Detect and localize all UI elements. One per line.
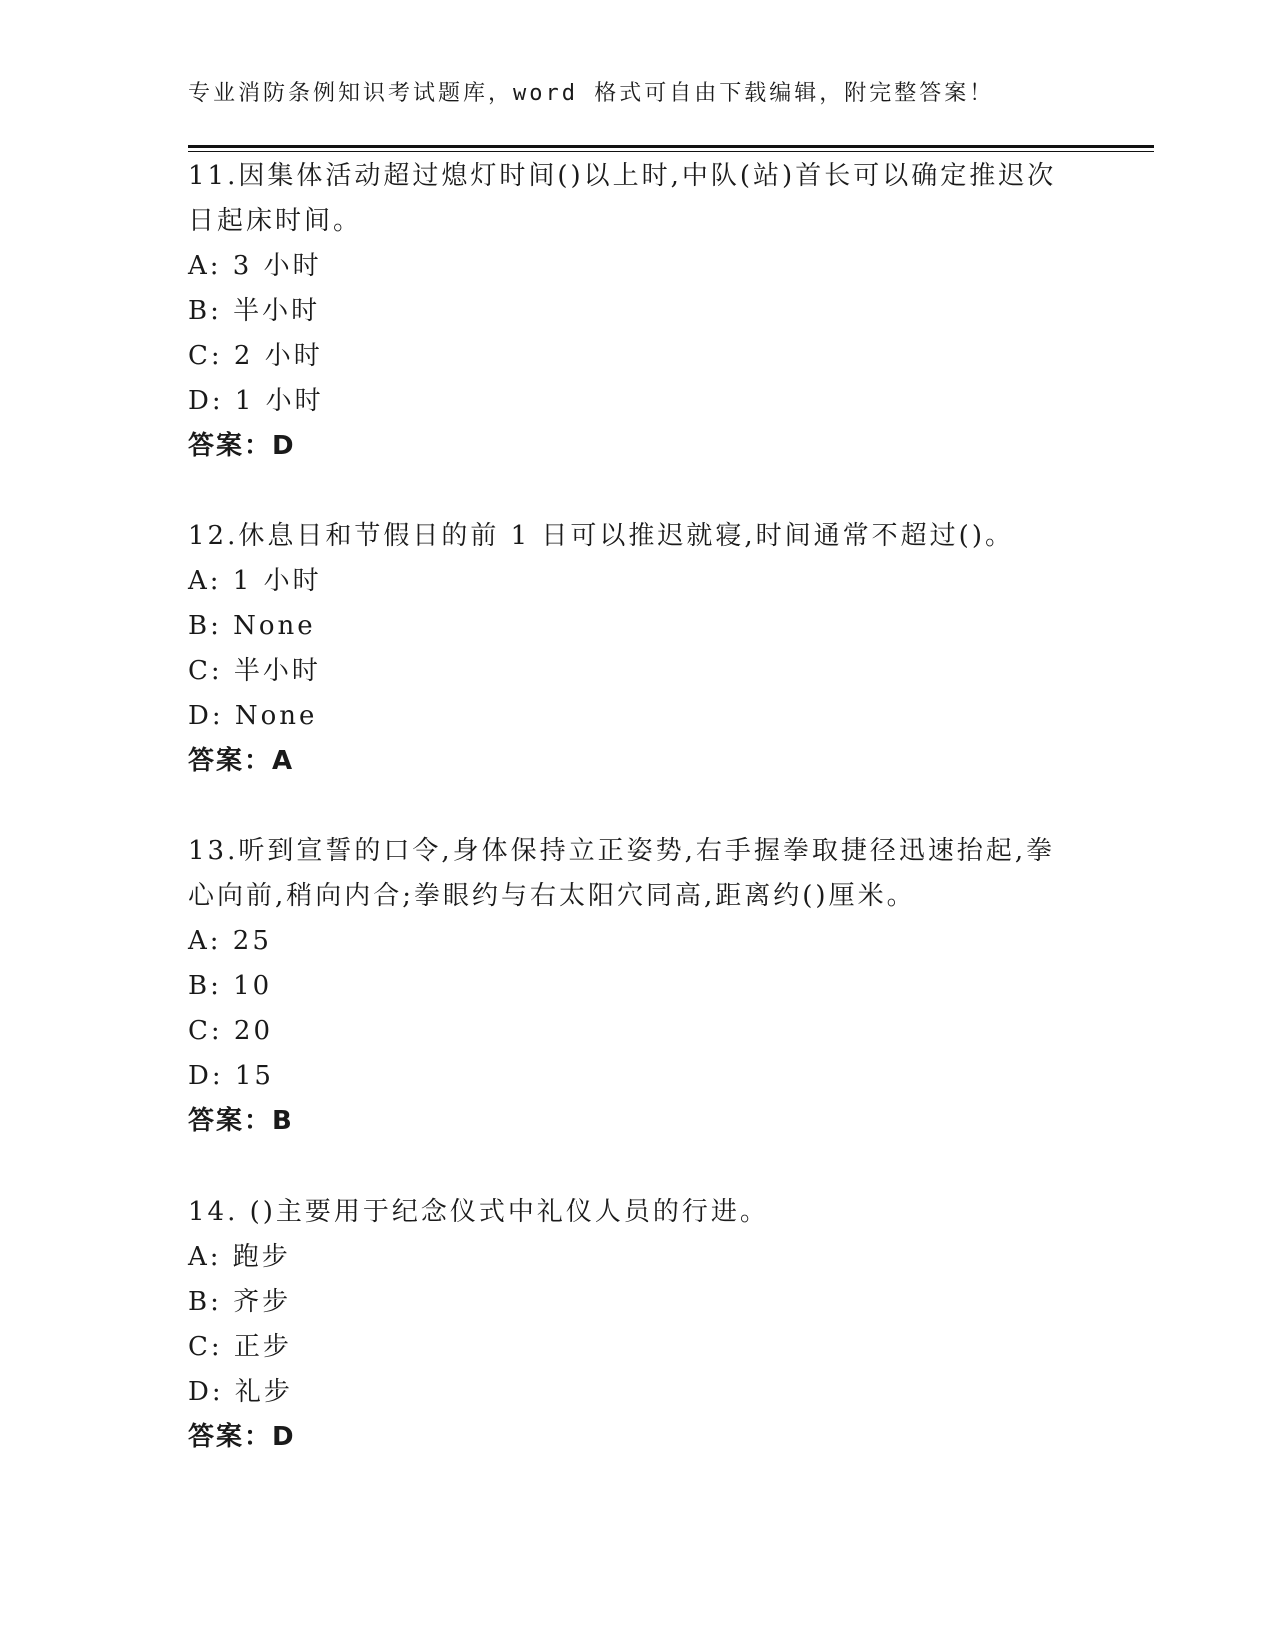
- option-a: A: 跑步: [188, 1242, 291, 1272]
- option-c: C: 2 小时: [188, 341, 323, 371]
- option-b: B: 齐步: [188, 1287, 292, 1317]
- option-b: B: 半小时: [188, 296, 321, 326]
- answer-label: 答案：A: [188, 746, 295, 776]
- option-c: C: 20: [188, 1016, 274, 1046]
- question-stem-line: 13.听到宣誓的口令,身体保持立正姿势,右手握拳取捷径迅速抬起,拳: [188, 836, 1056, 866]
- option-b: B: 10: [188, 971, 273, 1001]
- option-d: D: 15: [188, 1061, 274, 1091]
- option-c: C: 正步: [188, 1332, 292, 1362]
- question-stem-line: 心向前,稍向内合;拳眼约与右太阳穴同高,距离约()厘米。: [188, 881, 916, 911]
- header-text: 专业消防条例知识考试题库，word 格式可自由下载编辑，附完整答案！: [188, 81, 995, 106]
- option-d: D: 礼步: [188, 1377, 293, 1407]
- answer-label: 答案：B: [188, 1106, 294, 1136]
- option-a: A: 1 小时: [188, 566, 322, 596]
- option-d: D: None: [188, 701, 318, 731]
- option-a: A: 3 小时: [188, 251, 322, 281]
- answer-label: 答案：D: [188, 1422, 296, 1452]
- question-stem-line: 12.休息日和节假日的前 1 日可以推迟就寝,时间通常不超过()。: [188, 521, 1014, 551]
- answer-label: 答案：D: [188, 431, 296, 461]
- option-a: A: 25: [188, 926, 272, 956]
- question-stem-line: 日起床时间。: [188, 206, 363, 236]
- header-divider-thin: [188, 151, 1154, 152]
- header-divider-thick: [188, 145, 1154, 148]
- question-stem-line: 14. ()主要用于纪念仪式中礼仪人员的行进。: [188, 1197, 769, 1227]
- option-c: C: 半小时: [188, 656, 321, 686]
- question-stem-line: 11.因集体活动超过熄灯时间()以上时,中队(站)首长可以确定推迟次: [188, 161, 1057, 191]
- option-b: B: None: [188, 611, 316, 641]
- option-d: D: 1 小时: [188, 386, 324, 416]
